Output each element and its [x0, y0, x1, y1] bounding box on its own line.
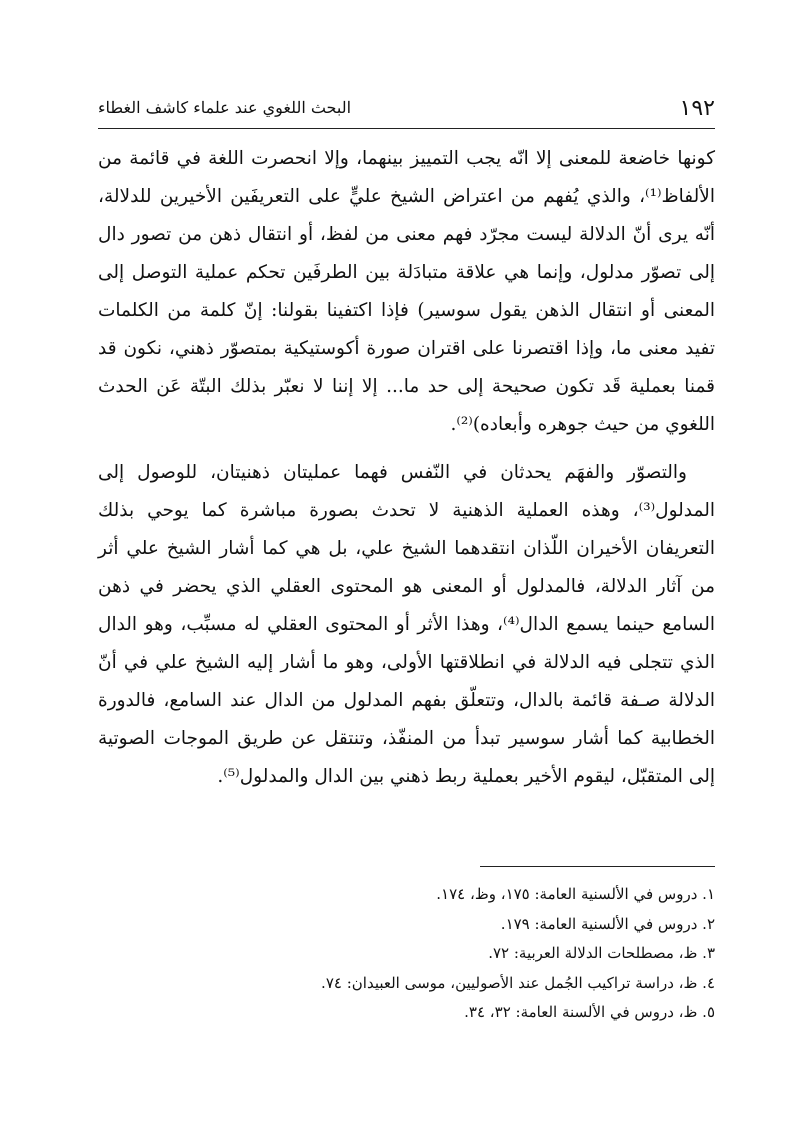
- document-page: [98, 0, 715, 1134]
- paragraph: كونها خاضعة للمعنى إلا انّه يجب التمييز بينهما، وإلا انحصرت اللغة في قائمة من الألفاظ⁽¹⁾، والذي يُفهم من اعتراض الشيخ عليٍّ على التعريفَين الأخيرين للدلالة، أنّه يرى أنّ الدلالة ليست مجرّد فهم معنى من لفظ، أو انتقال ذهن من تصور دال إلى تصوّر مدلول، وإنما هي علاقة متبادَلة بين الطرفَين تحكم عملية التوصل إلى المعنى أو انتقال الذهن يقول سوسير) فإذا اكتفينا بقولنا: إنّ كلمة من الكلمات تفيد معنى ما، وإذا اقتصرنا على اقتران صورة أكوستيكية بمتصوّر ذهني، نكون قد قمنا بعملية قَد تكون صحيحة إلى حد ما... إلا إننا لا نعبّر بذلك البتّة عَن الحدث اللغوي من حيث جوهره وأبعاده)⁽²⁾.: [98, 148, 715, 435]
- footnote-item: ٣. ظ، مصطلحات الدلالة العربية: ٧٢.: [488, 944, 715, 962]
- footnotes-list: [98, 880, 715, 1028]
- page-number: ١٩٢: [679, 96, 715, 121]
- footnote-item: ١. دروس في الألسنية العامة: ١٧٥، وظ، ١٧٤.: [436, 885, 715, 903]
- paragraph: والتصوّر والفهَم يحدثان في النّفس فهما عمليتان ذهنيتان، للوصول إلى المدلول⁽³⁾، وهذه العملية الذهنية لا تحدث بصورة مباشرة كما يوحي بذلك التعريفان الأخيران اللّذان انتقدهما الشيخ علي، بل هي كما أشار الشيخ علي أثر من آثار الدلالة، فالمدلول أو المعنى هو المحتوى العقلي الذي يحضر في ذهن السامع حينما يسمع الدال⁽⁴⁾، وهذا الأثر أو المحتوى العقلي له مسبِّب، وهو الدال الذي تتجلى فيه الدلالة في انطلاقتها الأولى، وهو ما أشار إليه الشيخ علي في أنّ الدلالة صـفة قائمة بالدال، وتتعلّق بفهم المدلول من الدال عند السامع، فالدورة الخطابية كما أشار سوسير تبدأ من المنفّذ، وتنتقل عن طريق الموجات الصوتية إلى المتقبّل، ليقوم الأخير بعملية ربط ذهني بين الدال والمدلول⁽⁵⁾.: [98, 462, 715, 787]
- footnote-item: ٥. ظ، دروس في الألسنة العامة: ٣٢، ٣٤.: [464, 1003, 715, 1021]
- page-header: [98, 88, 715, 129]
- footnote-divider: [480, 866, 715, 867]
- body-text: [98, 140, 715, 796]
- running-title: البحث اللغوي عند علماء كاشف الغطاء: [98, 98, 352, 117]
- footnote-item: ٤. ظ، دراسة تراكيب الجُمل عند الأصوليين، موسى العبيدان: ٧٤.: [321, 973, 715, 992]
- footnote-item: ٢. دروس في الألسنية العامة: ١٧٩.: [500, 914, 715, 933]
